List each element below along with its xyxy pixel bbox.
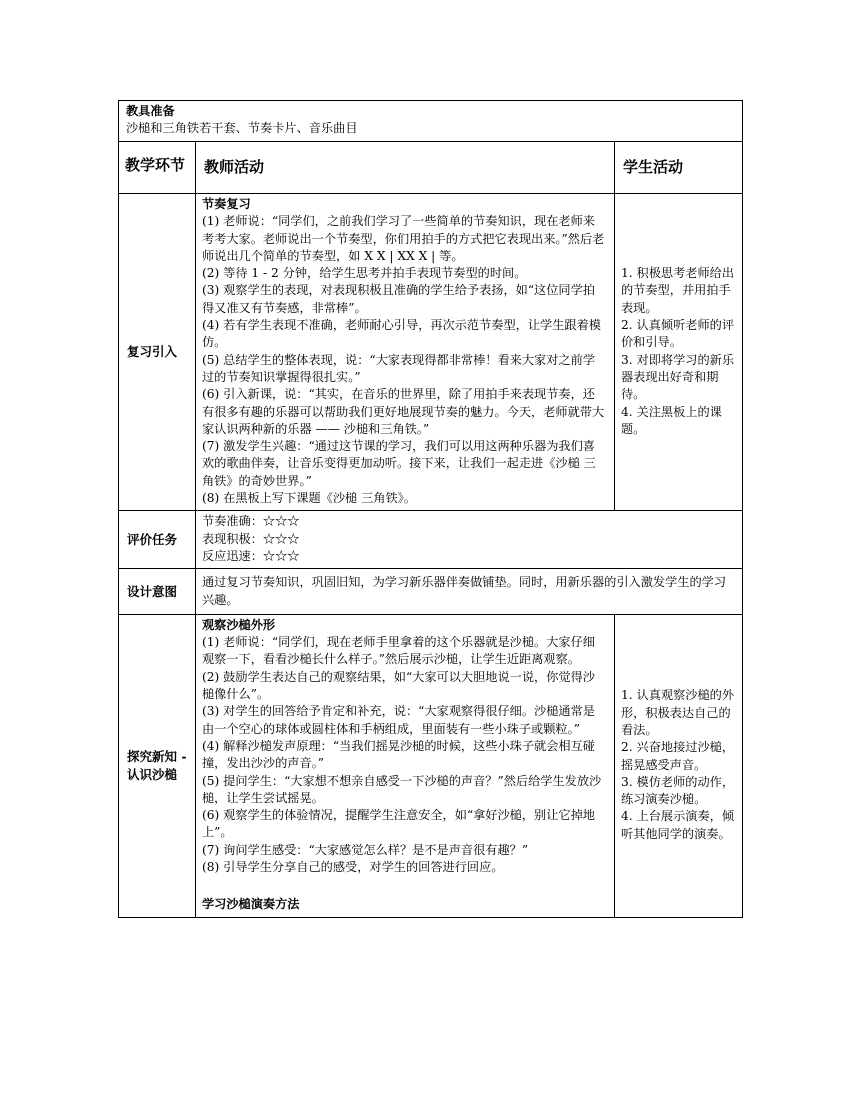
- review-item: (1) 老师说：“同学们，之前我们学习了一些简单的节奏知识，现在老师来考考大家。老师说出一个节奏型，你们用拍手的方式把它表现出来。”然后老师说出几个简单的节奏型，如 X X | XX X | 等。: [202, 214, 605, 263]
- explore-item: (1) 老师说：“同学们，现在老师手里拿着的这个乐器就是沙槌。大家仔细观察一下，看看沙槌长什么样子。”然后展示沙槌，让学生近距离观察。: [202, 635, 595, 667]
- review-student-item: 3. 对即将学习的新乐器表现出好奇和期待。: [621, 352, 735, 402]
- review-item: (6) 引入新课，说：“其实，在音乐的世界里，除了用拍手来表现节奏，还有很多有趣的乐器可以帮助我们更好地展现节奏的魅力。今天，老师就带大家认识两种新的乐器 —— 沙槌和三角铁。”: [202, 387, 605, 436]
- explore-item: (7) 询问学生感受：“大家感觉怎么样？是不是声音很有趣？”: [202, 842, 529, 857]
- explore-item: (8) 引导学生分享自己的感受，对学生的回答进行回应。: [202, 859, 504, 874]
- explore-item: (4) 解释沙槌发声原理：“当我们摇晃沙槌的时候，这些小珠子就会相互碰撞，发出沙沙的声音。”: [202, 738, 595, 771]
- review-item: (3) 观察学生的表现，对表现积极且准确的学生给予表扬，如“这位同学拍得又准又有节奏感，非常棒”。: [202, 283, 595, 315]
- lesson-plan: [118, 100, 742, 918]
- student-header: 学生活动: [615, 142, 743, 194]
- design-row: [119, 569, 743, 615]
- review-subtitle: 节奏复习: [202, 197, 251, 211]
- explore-item: (5) 提问学生：“大家想不想亲自感受一下沙槌的声音？”然后给学生发放沙槌，让学生尝试摇晃。: [202, 773, 602, 805]
- evaluation-item: 表现积极：☆☆☆: [202, 531, 300, 546]
- evaluation-item: 节奏准确：☆☆☆: [202, 514, 300, 529]
- review-item: (4) 若有学生表现不准确，老师耐心引导，再次示范节奏型，让学生跟着模仿。: [202, 318, 601, 350]
- review-item: (7) 激发学生兴趣：“通过这节课的学习，我们可以用这两种乐器为我们喜欢的歌曲伴奏，让音乐变得更加动听。接下来，让我们一起走进《沙槌 三角铁》的奇妙世界。”: [202, 439, 596, 488]
- header-row: [119, 142, 743, 194]
- evaluation-item: 反应迅速：☆☆☆: [202, 548, 300, 563]
- evaluation-label: 评价任务: [119, 511, 196, 569]
- preparation-row: [119, 101, 743, 142]
- review-label: 复习引入: [119, 194, 196, 511]
- explore-teacher-cell: [196, 614, 615, 917]
- explore-subtitle: 观察沙槌外形: [202, 617, 276, 632]
- evaluation-row: [119, 511, 743, 569]
- explore-item: (2) 鼓励学生表达自己的观察结果，如“大家可以大胆地说一说，你觉得沙槌像什么”。: [202, 669, 595, 702]
- review-item: (2) 等待 1 - 2 分钟，给学生思考并拍手表现节奏型的时间。: [202, 266, 527, 281]
- explore-student-item: 3. 模仿老师的动作，练习演奏沙槌。: [621, 774, 735, 807]
- explore-student-cell: [615, 614, 743, 917]
- review-student-cell: [615, 194, 743, 511]
- explore-student-item: 2. 兴奋地接过沙槌，摇晃感受声音。: [621, 740, 735, 772]
- design-text: 通过复习节奏知识，巩固旧知，为学习新乐器伴奏做铺垫。同时，用新乐器的引入激发学生的学习兴趣。: [196, 569, 743, 615]
- preparation-cell: [119, 101, 743, 142]
- review-student-item: 2. 认真倾听老师的评价和引导。: [621, 318, 735, 350]
- review-item: (8) 在黑板上写下课题《沙槌 三角铁》。: [202, 491, 416, 506]
- review-item: (5) 总结学生的整体表现，说：“大家表现得都非常棒！看来大家对之前学过的节奏知识掌握得很扎实。”: [202, 352, 595, 384]
- lesson-table: [118, 100, 743, 918]
- design-label: 设计意图: [119, 569, 196, 615]
- explore-subtitle-2: 学习沙槌演奏方法: [202, 897, 300, 912]
- stage-header: 教学环节: [119, 142, 196, 194]
- explore-student-item: 1. 认真观察沙槌的外形，积极表达自己的看法。: [621, 688, 735, 737]
- explore-row: [119, 614, 743, 917]
- review-student-item: 1. 积极思考老师给出的节奏型，并用拍手表现。: [621, 266, 735, 315]
- teacher-header: 教师活动: [196, 142, 615, 194]
- explore-item: (3) 对学生的回答给予肯定和补充，说：“大家观察得很仔细。沙槌通常是由一个空心的球体或圆柱体和手柄组成，里面装有一些小珠子或颗粒。”: [202, 704, 595, 736]
- review-teacher-cell: [196, 194, 615, 511]
- preparation-text: 沙槌和三角铁若干套、节奏卡片、音乐曲目: [126, 121, 358, 136]
- review-row: [119, 194, 743, 511]
- section-spacer: [202, 876, 607, 896]
- evaluation-cell: [196, 511, 743, 569]
- review-student-item: 4. 关注黑板上的课题。: [621, 404, 722, 436]
- explore-item: (6) 观察学生的体验情况，提醒学生注意安全，如“拿好沙槌，别让它掉地上”。: [202, 808, 595, 840]
- preparation-title: 教具准备: [126, 104, 175, 118]
- explore-label: 探究新知 - 认识沙槌: [119, 614, 196, 917]
- explore-student-item: 4. 上台展示演奏，倾听其他同学的演奏。: [621, 809, 735, 841]
